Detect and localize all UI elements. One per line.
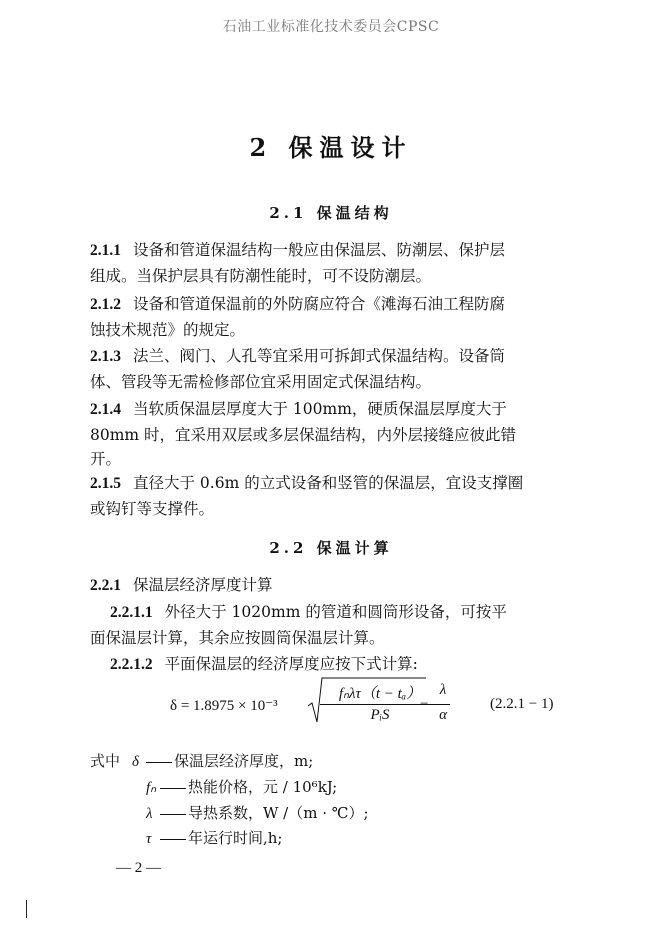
clause-2-1-1-line-1 [90, 238, 505, 260]
clause-number: 2.1.4 [90, 401, 121, 418]
formula-alpha: α [439, 707, 447, 723]
clause-text: 当软质保温层厚度大于 100mm，硬质保温层厚度大于 [133, 400, 507, 418]
clause-text: 外径大于 1020mm 的管道和圆筒形设备，可按平 [164, 603, 507, 621]
symbol: τ [146, 831, 152, 847]
symbol: λ [146, 806, 153, 822]
clause-number: 2.2.1 [90, 577, 121, 594]
section-title-2-1: 2.1 保温结构 [269, 204, 393, 222]
fraction-bar [436, 704, 450, 705]
clause-2-1-5-line-1 [90, 471, 523, 493]
clause-text: 设备和管道保温结构一般应由保温层、防潮层、保护层 [133, 241, 506, 259]
symbol-description: 年运行时间,h; [188, 829, 283, 847]
clause-2-1-2-line-1 [90, 292, 505, 314]
formula-numerator: fₙλτ（t − tₐ） [338, 686, 422, 702]
clause-text: 设备和管道保温前的外防腐应符合《滩海石油工程防腐 [133, 295, 506, 313]
where-item-tau [146, 827, 282, 848]
formula-number: (2.2.1 − 1) [490, 696, 554, 712]
symbol: fₙ [146, 780, 157, 796]
clause-2-1-4-line-2: 80mm 时，宜采用双层或多层保温结构，内外层接缝应彼此错 [90, 426, 517, 444]
section-title-2-2: 2.2 保温计算 [269, 539, 393, 557]
clause-text: 保温层经济厚度计算 [133, 576, 273, 594]
scan-margin-mark [26, 900, 27, 918]
symbol-description: 导热系数，W /（m · ℃）; [188, 804, 369, 822]
clause-2-1-4-line-1 [90, 397, 507, 419]
clause-number: 2.2.1.2 [110, 656, 153, 673]
clause-number: 2.1.1 [90, 242, 121, 259]
symbol-description: 热能价格，元 / 10⁶kJ; [188, 778, 338, 796]
where-item-lambda [146, 802, 369, 823]
formula-lhs: δ = 1.8975 × 10⁻³ [170, 698, 278, 714]
formula-minus: − [420, 696, 429, 712]
symbol: δ [132, 754, 139, 770]
clause-number: 2.2.1.1 [110, 604, 153, 621]
formula-denominator: PᵢS [370, 707, 390, 723]
dash-separator [160, 788, 186, 789]
where-item-fn [146, 776, 337, 797]
clause-2-2-1 [90, 573, 273, 595]
dash-separator [160, 839, 186, 840]
clause-2-1-1-line-2: 组成。当保护层具有防潮性能时，可不设防潮层。 [90, 267, 432, 285]
clause-2-1-3-line-1 [90, 344, 505, 366]
page-number: — 2 — [116, 860, 161, 876]
clause-2-1-5-line-2: 或钩钉等支撑件。 [90, 500, 215, 518]
dash-separator [146, 762, 172, 763]
clause-2-2-1-2 [110, 652, 418, 674]
clause-2-1-4-line-3: 开。 [90, 450, 122, 468]
where-item-delta [90, 750, 313, 771]
clause-text: 法兰、阀门、人孔等宜采用可拆卸式保温结构。设备筒 [133, 347, 506, 365]
clause-2-2-1-1-line-2: 面保温层计算，其余应按圆筒保温层计算。 [90, 629, 385, 647]
clause-number: 2.1.3 [90, 348, 121, 365]
symbol-description: 保温层经济厚度，m; [174, 752, 314, 770]
clause-number: 2.1.2 [90, 296, 121, 313]
formula-2-2-1-1 [168, 676, 568, 732]
dash-separator [160, 814, 186, 815]
formula-lambda: λ [439, 682, 447, 698]
clause-2-1-2-line-2: 蚀技术规范》的规定。 [90, 321, 246, 339]
clause-number: 2.1.5 [90, 475, 121, 492]
where-label: 式中 [90, 752, 121, 770]
clause-text: 平面保温层的经济厚度应按下式计算: [164, 655, 418, 673]
clause-2-2-1-1-line-1 [110, 600, 507, 622]
chapter-title: 2 保温设计 [249, 133, 413, 162]
clause-text: 直径大于 0.6m 的立式设备和竖管的保温层，宜设支撑圈 [133, 474, 524, 492]
clause-2-1-3-line-2: 体、管段等无需检修部位宜采用固定式保温结构。 [90, 373, 432, 391]
page-header: 石油工业标准化技术委员会CPSC [222, 19, 440, 35]
